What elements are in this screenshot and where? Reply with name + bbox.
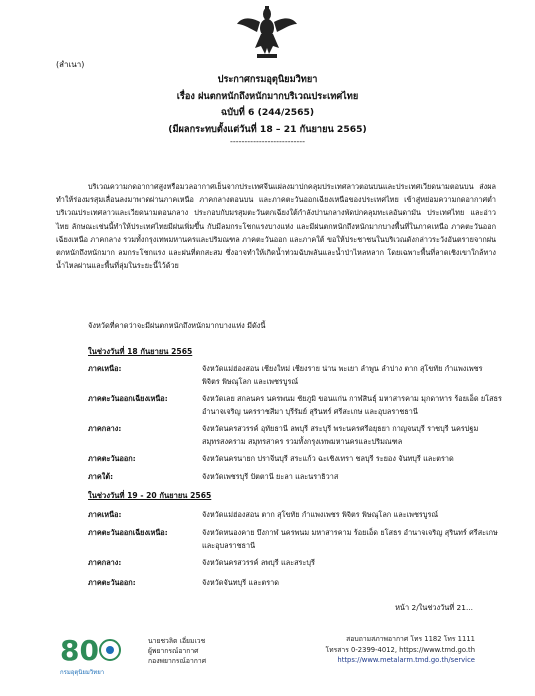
region-label: ภาคตะวันออกเฉียงเหนือ: (88, 394, 168, 403)
title-rule: -------------------------- (229, 137, 306, 146)
signer-name: นายชวลิต เอี่ยมเวช (148, 637, 206, 645)
subject-title: เรื่อง ฝนตกหนักถึงหนักมากบริเวณประเทศไทย (176, 90, 359, 102)
effective-dates: (มีผลกระทบตั้งแต่วันที่ 18 – 21 กันยายน 2565) (168, 123, 367, 135)
region-provinces: จังหวัดนครสวรรค์ อุทัยธานี ลพบุรี สระบุรี พระนครศรีอยุธยา กาญจนบุรี ราชบุรี นครปฐม สมุทรสงคราม สมุทรสาคร รวมทั้งกรุงเทพมหานครและปริมณฑล (202, 424, 479, 446)
region-provinces: จังหวัดนครนายก ปราจีนบุรี สระแก้ว ฉะเชิงเทรา ชลบุรี ระยอง จันทบุรี และตราด (202, 454, 454, 463)
signer-division: กองพยากรณ์อากาศ (148, 657, 207, 665)
region-provinces: จังหวัดหนองคาย บึงกาฬ นครพนม มหาสารคาม ร้อยเอ็ด ยโสธร อำนาจเจริญ สุรินทร์ ศรีสะเกษ และอุบลราชธานี (202, 528, 498, 550)
region-provinces: จังหวัดนครสวรรค์ ลพบุรี และสระบุรี (202, 558, 315, 567)
region-label: ภาคเหนือ: (88, 364, 122, 373)
copy-label: (สำเนา) (56, 60, 85, 69)
region-label: ภาคกลาง: (88, 424, 122, 433)
period-heading-2: ในช่วงวันที่ 19 - 20 กันยายน 2565 (88, 491, 212, 500)
paragraph-text: บริเวณความกดอากาศสูงหรือมวลอากาศเย็นจากประเทศจีนแผ่ลงมาปกคลุมประเทศลาวตอนบนและประเทศเวียดนามตอนบน ส่งผลทำให้ร่องมรสุมเลื่อนลงมาพาดผ่านภาคเหนือ ภาคกลางตอนบน และภาคตะวันออกเฉียงเหนือของประเทศไทย เข้าสู่หย่อมความกดอากาศต่ำบริเวณประเทศลาวและเวียดนามตอนกลาง ประกอบกับมรสุมตะวันตกเฉียงใต้กำลังปานกลางพัดปกคลุมทะเลอันดามัน ประเทศไทย และอ่าวไทย ลักษณะเช่นนี้ทำให้ประเทศไทยมีฝนเพิ่มขึ้น กับมีลมกระโชกแรงบางแห่ง และมีฝนตกหนักถึงหนักมากบางพื้นที่ในภาคเหนือ ภาคตะวันออกเฉียงเหนือ ภาคกลาง รวมทั้งกรุงเทพมหานครและปริมณฑล ภาคตะวันออก และภาคใต้ ขอให้ประชาชนในบริเวณดังกล่าวระวังอันตรายจากฝนตกหนักถึงหนักมาก ลมกระโชกแรง และฝนที่ตกสะสม ซึ่งอาจทำให้เกิดน้ำท่วมฉับพลันและน้ำป่าไหลหลาก โดยเฉพาะพื้นที่ลาดเชิงเขาใกล้ทางน้ำไหลผ่านและพื้นที่ลุ่มในระยะนี้ไว้ด้วย (56, 182, 496, 271)
provinces-intro: จังหวัดที่คาดว่าจะมีฝนตกหนักถึงหนักมากบางแห่ง มีดังนี้ (88, 321, 266, 330)
region-label: ภาคตะวันออก: (88, 454, 136, 463)
main-paragraph (56, 180, 496, 272)
logo-caption: กรมอุตุนิยมวิทยา (60, 669, 105, 676)
agency-title: ประกาศกรมอุตุนิยมวิทยา (217, 74, 318, 85)
region-provinces: จังหวัดเลย สกลนคร นครพนม ชัยภูมิ ขอนแก่น กาฬสินธุ์ มหาสารคาม มุกดาหาร ร้อยเอ็ด ยโสธร อำนาจเจริญ นครราชสีมา บุรีรัมย์ สุรินทร์ ศรีสะเกษ และอุบลราชธานี (202, 394, 502, 416)
period-heading-1: ในช่วงวันที่ 18 กันยายน 2565 (88, 347, 193, 356)
garuda-emblem-icon (235, 4, 299, 62)
hotline-text: สอบถามสภาพอากาศ โทร 1182 โทร 1111 (346, 635, 475, 643)
region-provinces: จังหวัดแม่ฮ่องสอน ตาก สุโขทัย กำแพงเพชร พิจิตร พิษณุโลก และเพชรบูรณ์ (202, 510, 439, 519)
logo-number: 80 (60, 634, 99, 667)
tmd-80-year-logo-icon (58, 630, 130, 680)
region-label: ภาคใต้: (88, 472, 114, 481)
region-label: ภาคกลาง: (88, 558, 122, 567)
region-label: ภาคตะวันออกเฉียงเหนือ: (88, 528, 168, 537)
issue-number: ฉบับที่ 6 (244/2565) (220, 107, 315, 118)
next-page-note: หน้า 2/ในช่วงวันที่ 21... (395, 603, 473, 612)
region-label: ภาคเหนือ: (88, 510, 122, 519)
contact-block (325, 634, 475, 666)
fax-website-text[interactable]: โทรสาร 0-2399-4012, https://www.tmd.go.th (325, 645, 475, 654)
region-provinces: จังหวัดจันทบุรี และตราด (202, 578, 280, 587)
service-link[interactable]: https://www.metalarm.tmd.go.th/service (337, 656, 475, 664)
title-block (0, 72, 535, 146)
region-label: ภาคตะวันออก: (88, 578, 136, 587)
signer-block (148, 636, 206, 666)
region-provinces: จังหวัดแม่ฮ่องสอน เชียงใหม่ เชียงราย น่าน พะเยา ลำพูน ลำปาง ตาก สุโขทัย กำแพงเพชร พิจิตร พิษณุโลก และเพชรบูรณ์ (202, 364, 483, 386)
signer-title: ผู้พยากรณ์อากาศ (148, 647, 199, 655)
region-provinces: จังหวัดเพชรบุรี ปัตตานี ยะลา และนราธิวาส (202, 472, 339, 481)
